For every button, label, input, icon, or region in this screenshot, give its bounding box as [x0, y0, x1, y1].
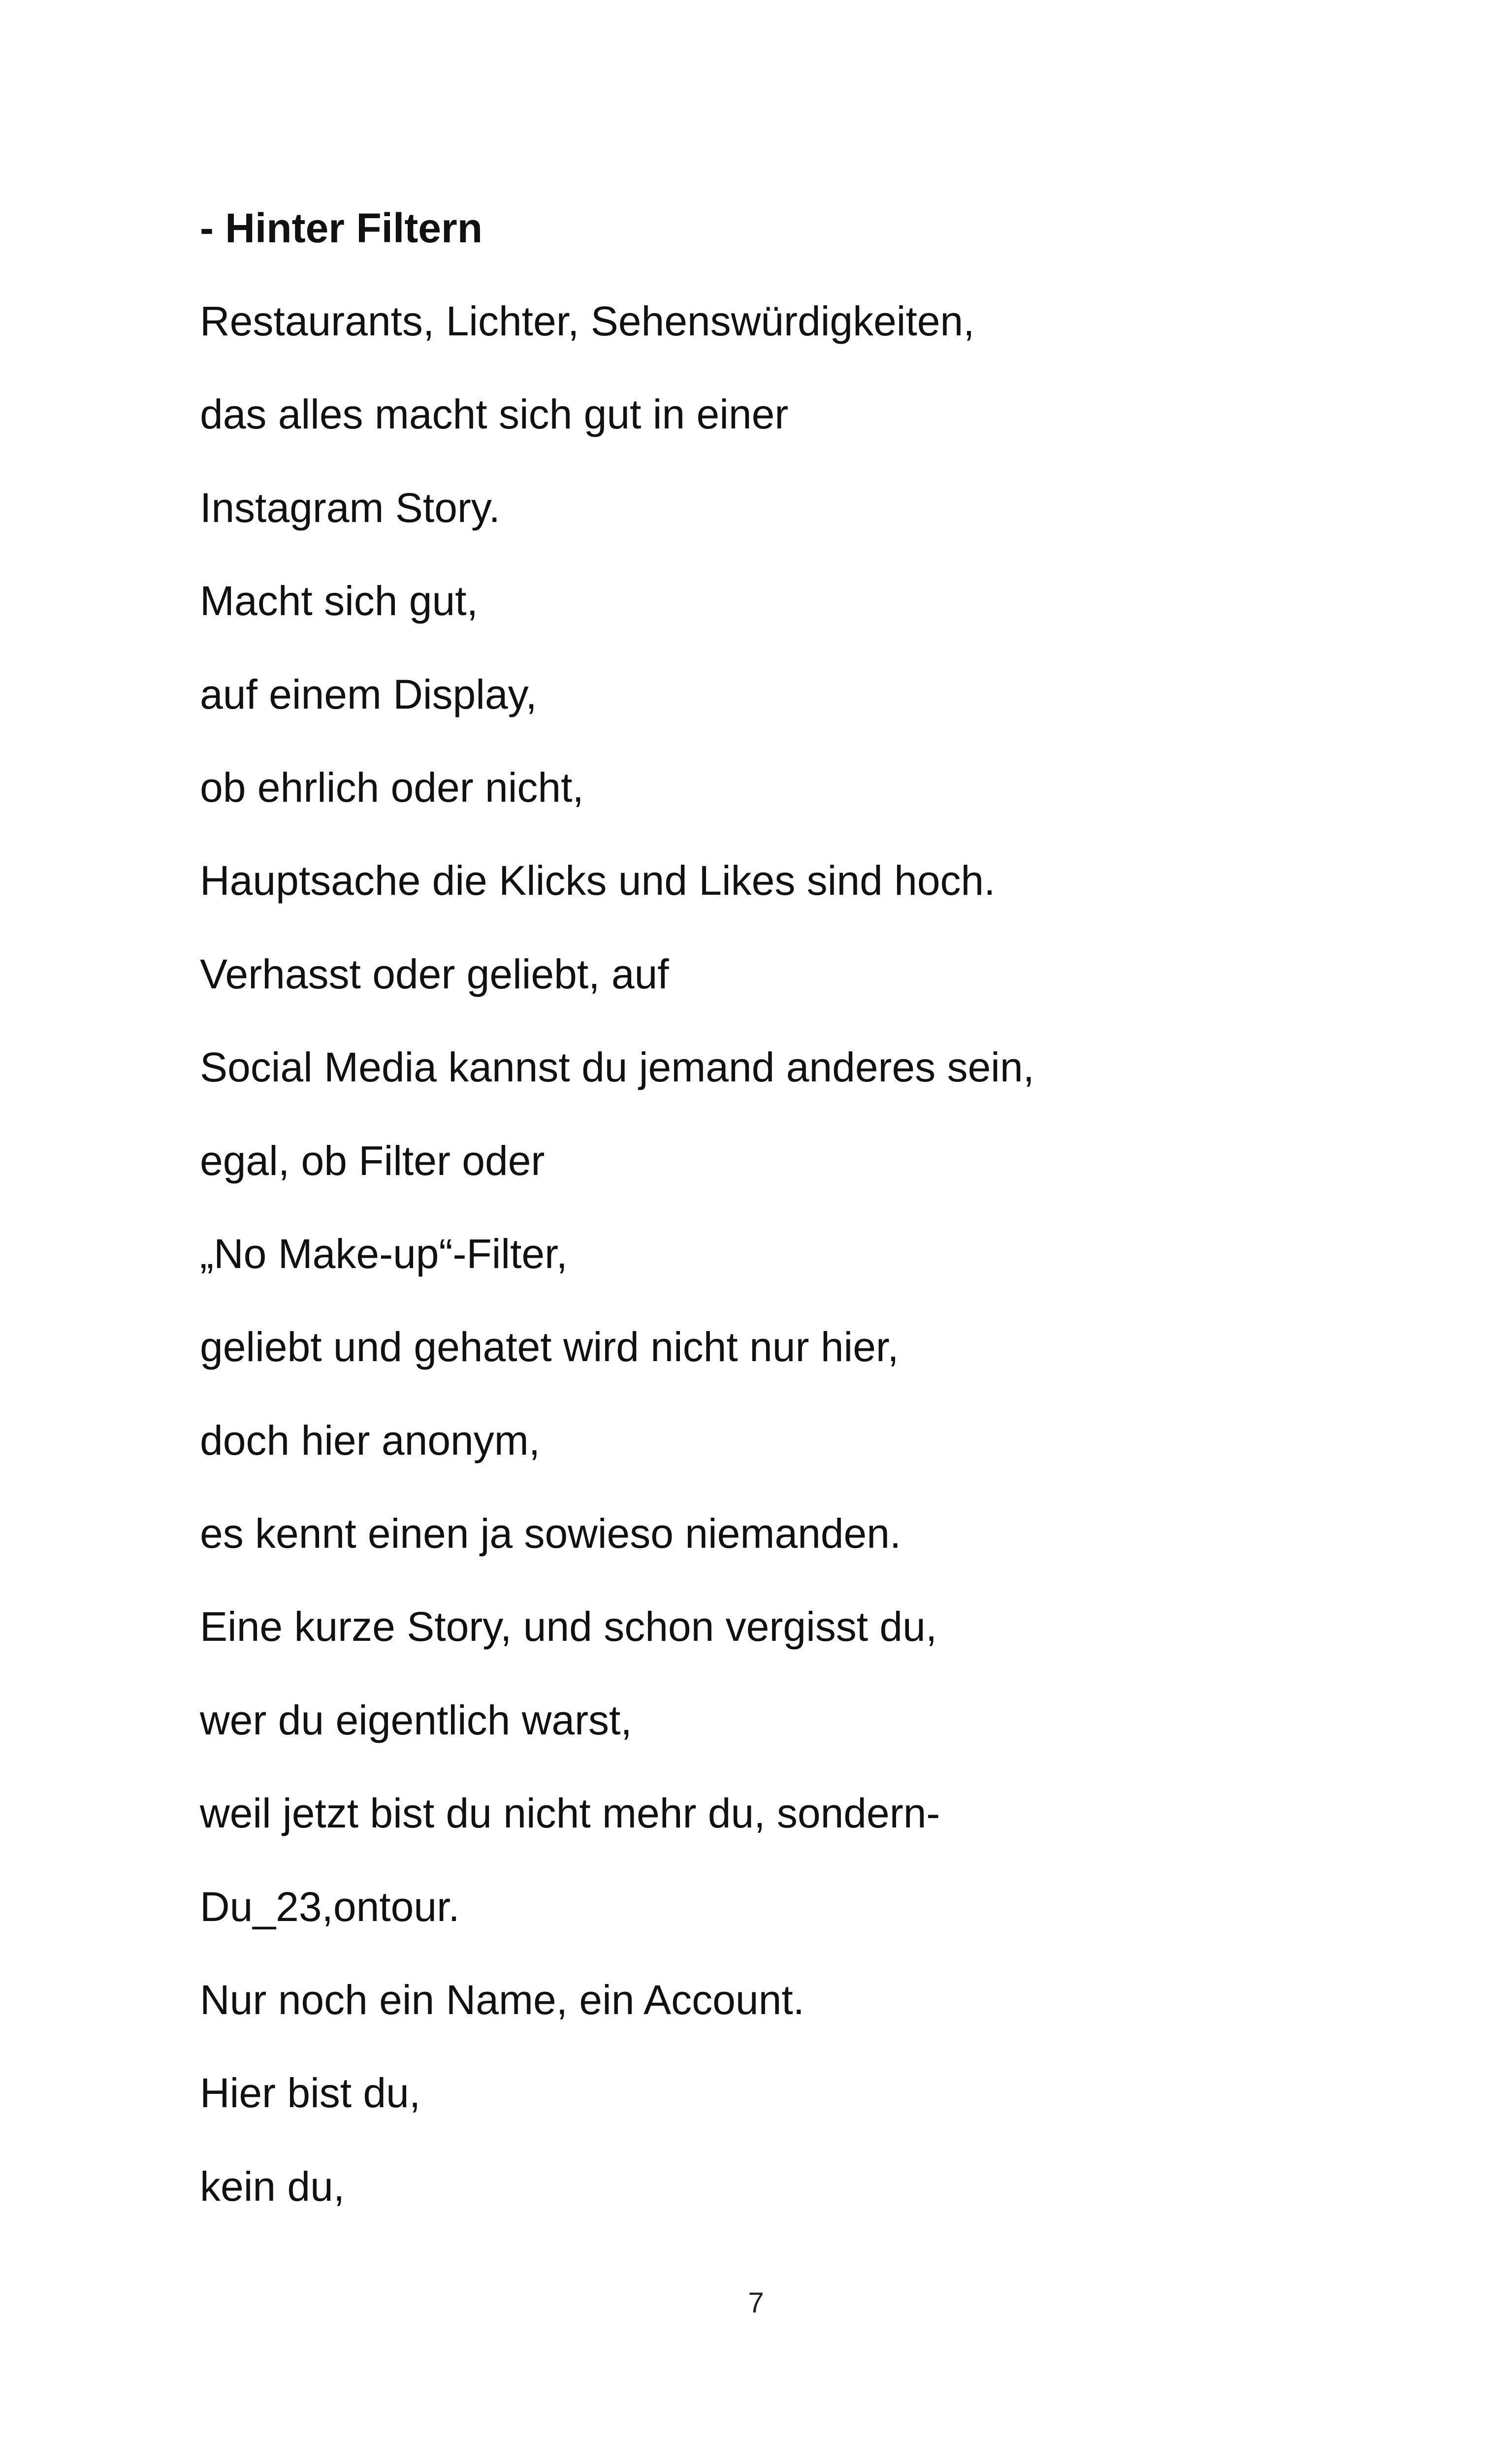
poem-line: das alles macht sich gut in einer: [200, 391, 789, 438]
poem-line: kein du,: [200, 2163, 345, 2210]
poem-line: Social Media kannst du jemand anderes sein,: [200, 1044, 1035, 1091]
poem-line: Eine kurze Story, und schon vergisst du,: [200, 1603, 937, 1650]
poem-line: ob ehrlich oder nicht,: [200, 764, 584, 811]
poem-title: - Hinter Filtern: [200, 205, 483, 251]
poem-line: geliebt und gehatet wird nicht nur hier,: [200, 1324, 899, 1370]
poem-line: Hauptsache die Klicks und Likes sind hoch.: [200, 857, 996, 904]
poem-line: doch hier anonym,: [200, 1417, 541, 1464]
poem-line: Verhasst oder geliebt, auf: [200, 950, 669, 997]
poem-line: Du_23,ontour.: [200, 1883, 460, 1930]
poem-line: egal, ob Filter oder: [200, 1137, 545, 1184]
poem-line: Macht sich gut,: [200, 578, 478, 624]
poem-line: Hier bist du,: [200, 2070, 421, 2117]
poem-line: auf einem Display,: [200, 671, 537, 717]
poem-line: Instagram Story.: [200, 484, 500, 531]
poem-line: „No Make-up“-Filter,: [200, 1230, 568, 1277]
poem-line: Nur noch ein Name, ein Account.: [200, 1977, 805, 2023]
poem-line: wer du eigentlich warst,: [200, 1696, 632, 1743]
page-number: 7: [748, 2287, 764, 2319]
poem-lines: [200, 294, 1034, 2252]
poem-line: Restaurants, Lichter, Sehenswürdigkeiten,: [200, 298, 975, 344]
poem-line: weil jetzt bist du nicht mehr du, sondern-: [200, 1790, 940, 1837]
poem-line: es kennt einen ja sowieso niemanden.: [200, 1510, 901, 1557]
